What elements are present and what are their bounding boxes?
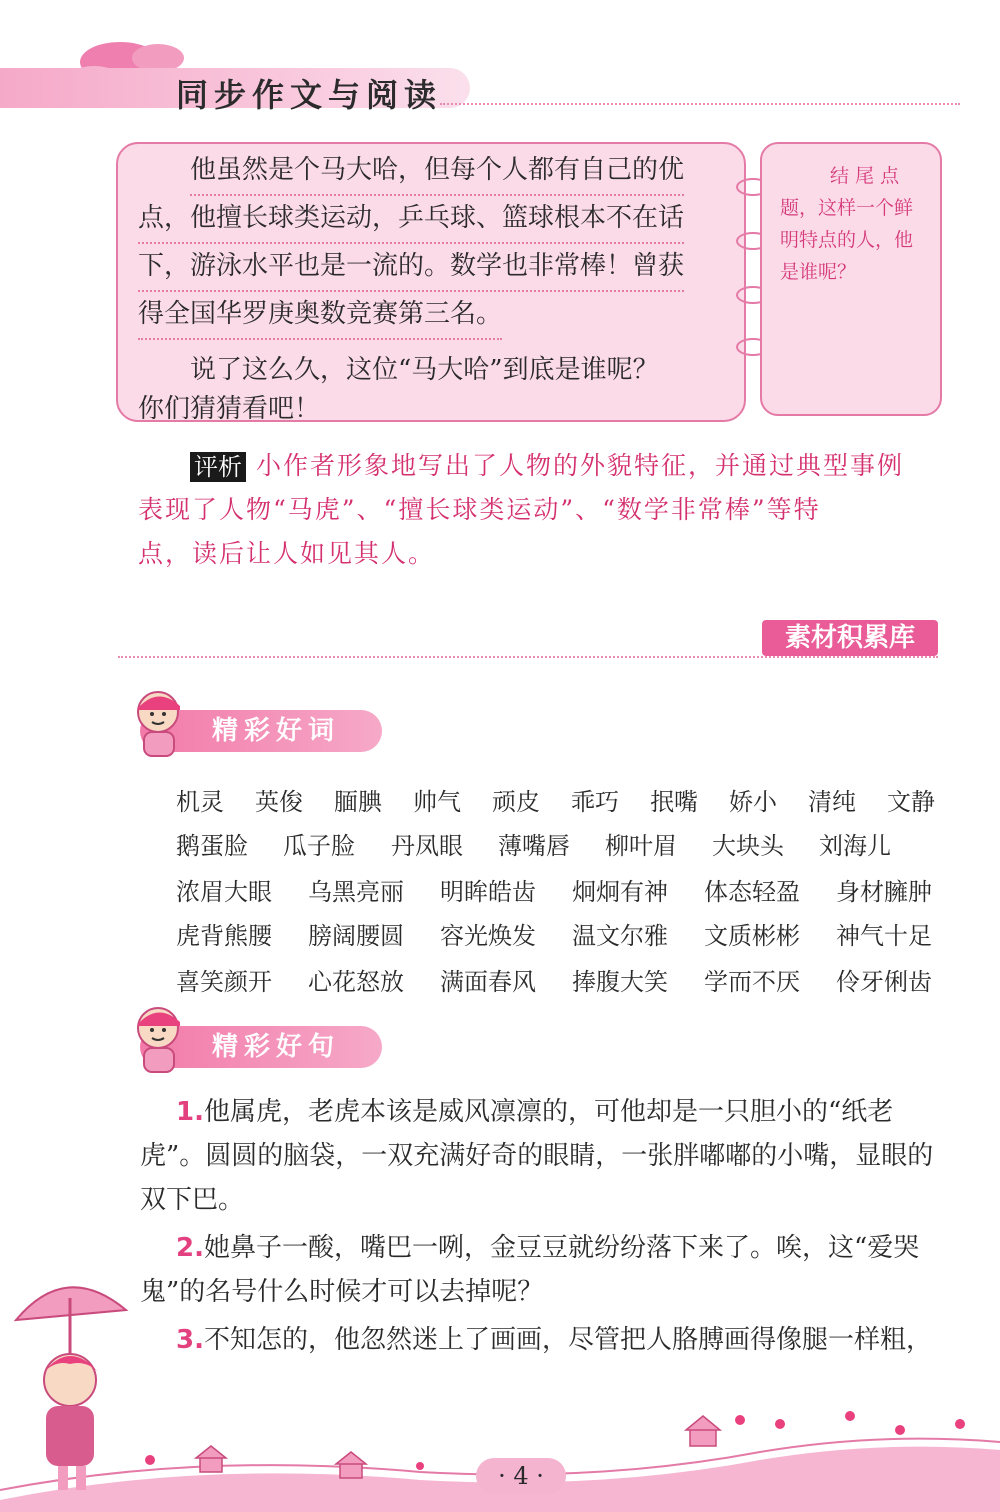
- comment-line: 小作者形象地写出了人物的外貌特征，并通过典型事例: [256, 451, 905, 480]
- word-item: 抿嘴: [650, 788, 698, 816]
- sentence-line: [176, 1090, 893, 1134]
- story-line: 说了这么久，这位“马大哈”到底是谁呢？: [190, 355, 659, 385]
- sentence-number: 1.: [176, 1097, 204, 1127]
- story-line: 他虽然是个马大哈，但每个人都有自己的优: [190, 146, 684, 196]
- comment-line: 点，读后让人如见其人。: [138, 539, 436, 568]
- word-item: 瓜子脸: [283, 832, 355, 860]
- word-item: 捧腹大笑: [572, 968, 668, 996]
- word-item: 清纯: [808, 788, 856, 816]
- comment-tag: 评析: [190, 452, 246, 482]
- story-line: 点，他擅长球类运动，乒乓球、篮球根本不在话: [138, 194, 684, 244]
- girl-with-umbrella-illustration: [6, 1260, 136, 1510]
- sentence-number: 2.: [176, 1233, 204, 1263]
- word-item: 心花怒放: [308, 968, 404, 996]
- word-item: 刘海儿: [819, 832, 891, 860]
- sentence-line: 鬼”的名号什么时候才可以去掉呢？: [140, 1277, 544, 1307]
- story-line: 你们猜猜看吧！: [138, 394, 321, 424]
- word-item: 大块头: [712, 832, 784, 860]
- word-item: 身材臃肿: [836, 878, 932, 906]
- word-item: 喜笑颜开: [176, 968, 272, 996]
- word-item: 柳叶眉: [605, 832, 677, 860]
- sentence-line: 双下巴。: [140, 1185, 245, 1215]
- sentence-line: [176, 1318, 932, 1362]
- note-line: 结 尾 点: [830, 165, 900, 187]
- story-line: 下，游泳水平也是一流的。数学也非常棒！曾获: [138, 242, 684, 292]
- page-number: · 4 ·: [476, 1458, 566, 1494]
- word-item: 薄嘴唇: [498, 832, 570, 860]
- sentence-number: 3.: [176, 1325, 204, 1355]
- word-item: 膀阔腰圆: [308, 922, 404, 950]
- word-item: 伶牙俐齿: [836, 968, 932, 996]
- word-item: 神气十足: [836, 922, 932, 950]
- sentences-section-header: 精彩好句: [140, 1026, 382, 1068]
- note-line: 题，这样一个鲜: [780, 197, 914, 219]
- word-item: 满面春风: [440, 968, 536, 996]
- sentence-text: 不知怎的，他忽然迷上了画画，尽管把人胳膊画得像腿一样粗，: [203, 1325, 932, 1355]
- sentence-line: 虎”。圆圆的脑袋，一双充满好奇的眼睛，一张胖嘟嘟的小嘴，显眼的: [140, 1141, 934, 1171]
- page-header-title: 同步作文与阅读: [176, 76, 443, 114]
- word-item: 明眸皓齿: [440, 878, 536, 906]
- word-item: 虎背熊腰: [176, 922, 272, 950]
- word-item: 体态轻盈: [704, 878, 800, 906]
- sentence-text: 他属虎，老虎本该是威风凛凛的，可他却是一只胆小的“纸老: [203, 1097, 894, 1127]
- comment-line: 表现了人物“马虎”、“擅长球类运动”、“数学非常棒”等特: [138, 495, 821, 524]
- header-divider: [440, 103, 960, 105]
- word-item: 浓眉大眼: [176, 878, 272, 906]
- words-section-header: 精彩好词: [140, 710, 382, 752]
- note-line: 明特点的人，他: [780, 229, 914, 251]
- note-line: 是谁呢？: [780, 261, 857, 283]
- word-item: 顽皮: [492, 788, 540, 816]
- word-item: 腼腆: [334, 788, 382, 816]
- material-divider: [118, 656, 938, 658]
- word-item: 娇小: [729, 788, 777, 816]
- word-item: 文静: [887, 788, 935, 816]
- sentence-line: [176, 1226, 919, 1270]
- word-item: 丹凤眼: [391, 832, 463, 860]
- word-item: 温文尔雅: [572, 922, 668, 950]
- mascot-icon: [128, 1004, 190, 1076]
- word-item: 学而不厌: [704, 968, 800, 996]
- word-item: 文质彬彬: [704, 922, 800, 950]
- word-item: 容光焕发: [440, 922, 536, 950]
- word-item: 机灵: [176, 788, 224, 816]
- word-item: 英俊: [255, 788, 303, 816]
- sentence-text: 她鼻子一酸，嘴巴一咧，金豆豆就纷纷落下来了。唉，这“爱哭: [203, 1233, 920, 1263]
- word-item: 乖巧: [571, 788, 619, 816]
- mascot-icon: [128, 688, 190, 760]
- word-item: 乌黑亮丽: [308, 878, 404, 906]
- story-line: 得全国华罗庚奥数竞赛第三名。: [138, 290, 502, 340]
- word-item: 鹅蛋脸: [176, 832, 248, 860]
- word-item: 帅气: [413, 788, 461, 816]
- word-item: 炯炯有神: [572, 878, 668, 906]
- material-section-label: 素材积累库: [762, 620, 938, 656]
